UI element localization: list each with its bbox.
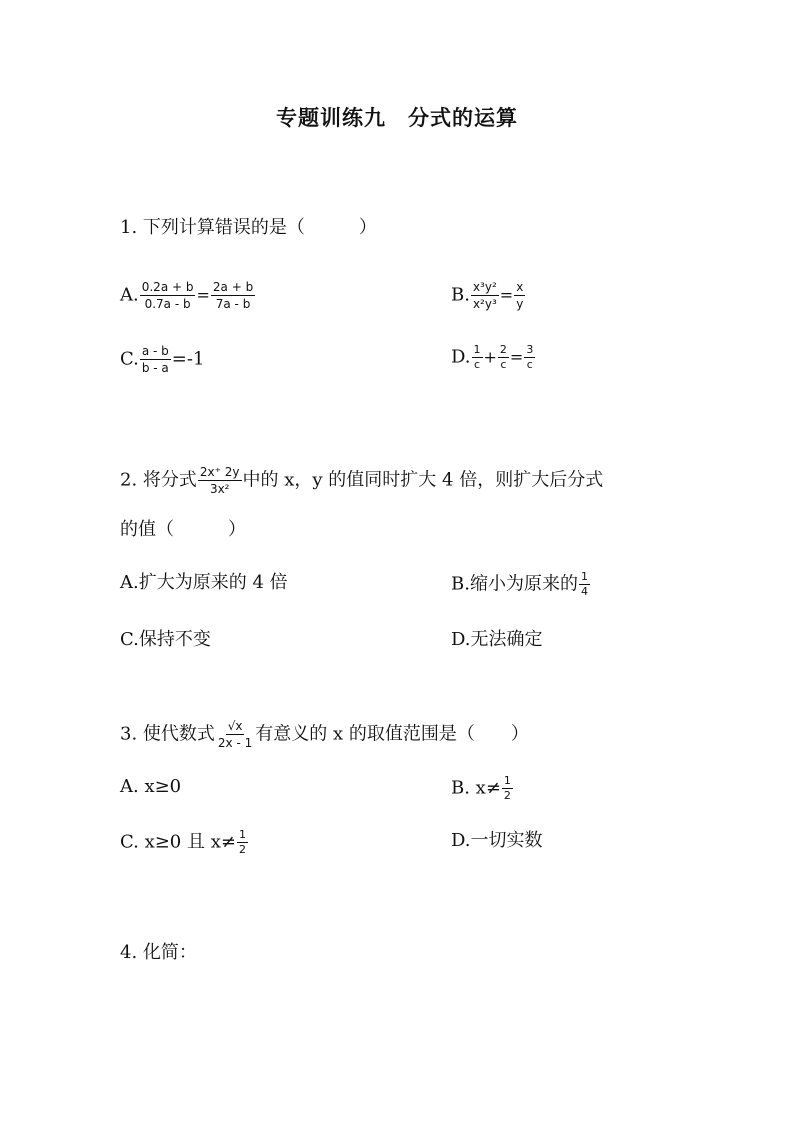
option-text: C. x≥0 且 x≠ <box>120 831 236 853</box>
fraction <box>140 344 171 375</box>
denominator: x²y³ <box>472 297 497 311</box>
denominator: 2 <box>238 843 246 856</box>
fraction <box>237 829 248 856</box>
fraction <box>502 775 513 802</box>
denominator: c <box>473 358 481 371</box>
numerator: x³y² <box>472 280 497 294</box>
denominator: c <box>500 358 507 371</box>
page-title: 专题训练九 分式的运算 <box>276 106 518 130</box>
numerator: x <box>516 280 524 294</box>
denominator: 7a - b <box>215 297 251 311</box>
numerator: 1 <box>503 774 511 787</box>
q1-option-c <box>120 344 204 375</box>
question-3-stem <box>120 719 529 750</box>
numerator: 0.2a + b <box>141 280 194 294</box>
equals-sign: = <box>196 285 210 305</box>
option-letter: C. <box>120 348 139 370</box>
q3-option-b <box>451 775 514 802</box>
q1-option-b <box>451 280 526 311</box>
denominator: y <box>516 297 524 311</box>
numerator: 1 <box>473 343 481 356</box>
fraction <box>524 344 535 371</box>
q3-option-a: A. x≥0 <box>120 776 182 797</box>
q2-option-a: A.扩大为原来的 4 倍 <box>120 572 288 593</box>
q3-option-c <box>120 829 249 856</box>
plus-sign: + <box>483 347 497 367</box>
q1-option-a <box>120 280 256 311</box>
option-letter: D. <box>451 346 471 368</box>
equals-sign: = <box>499 285 514 305</box>
denominator: 2 <box>503 789 511 802</box>
fraction <box>471 280 499 311</box>
question-2-stem <box>120 465 603 496</box>
option-text: B. x≠ <box>451 777 501 799</box>
numerator: 2 <box>499 343 507 356</box>
fraction <box>579 571 590 598</box>
fraction <box>211 280 255 311</box>
option-letter: B. <box>451 284 470 306</box>
denominator: 0.7a - b <box>144 297 191 311</box>
numerator: 3 <box>526 343 534 356</box>
q2-option-d: D.无法确定 <box>451 629 543 650</box>
question-suffix: 有意义的 x 的取值范围是（ ） <box>255 723 529 745</box>
numerator: 1 <box>238 828 246 841</box>
option-letter: A. <box>120 284 139 306</box>
numerator: 2a + b <box>212 280 254 294</box>
question-4-stem: 4. 化简： <box>120 942 197 963</box>
equals-sign: = <box>509 347 524 367</box>
denominator: c <box>526 358 533 371</box>
fraction <box>472 344 483 371</box>
fraction <box>498 344 509 371</box>
question-suffix: 中的 x，y 的值同时扩大 4 倍，则扩大后分式 <box>242 469 604 491</box>
numerator: 1 <box>580 570 588 583</box>
q2-option-c: C.保持不变 <box>120 629 211 650</box>
question-2-stem-line2: 的值（ ） <box>120 519 246 540</box>
q2-option-b <box>451 571 591 598</box>
denominator: 4 <box>580 585 588 598</box>
question-prefix: 2. 将分式 <box>120 469 197 491</box>
fraction <box>514 280 525 311</box>
fraction <box>198 465 242 496</box>
question-prefix: 3. 使代数式 <box>120 723 215 745</box>
q1-option-d <box>451 344 536 371</box>
q3-option-d: D.一切实数 <box>451 830 543 851</box>
fraction <box>140 280 196 311</box>
fraction <box>216 719 254 750</box>
question-1-stem: 1. 下列计算错误的是（ ） <box>120 217 377 238</box>
denominator: b - a <box>141 361 169 375</box>
numerator: 2x⁺ 2y <box>199 465 240 479</box>
option-text: B.缩小为原来的 <box>451 573 578 595</box>
equation-rest: =-1 <box>171 348 205 370</box>
numerator: a - b <box>141 344 169 358</box>
numerator: √x <box>227 719 243 733</box>
denominator: 3x² <box>209 482 230 496</box>
denominator: 2x - 1 <box>217 736 253 750</box>
